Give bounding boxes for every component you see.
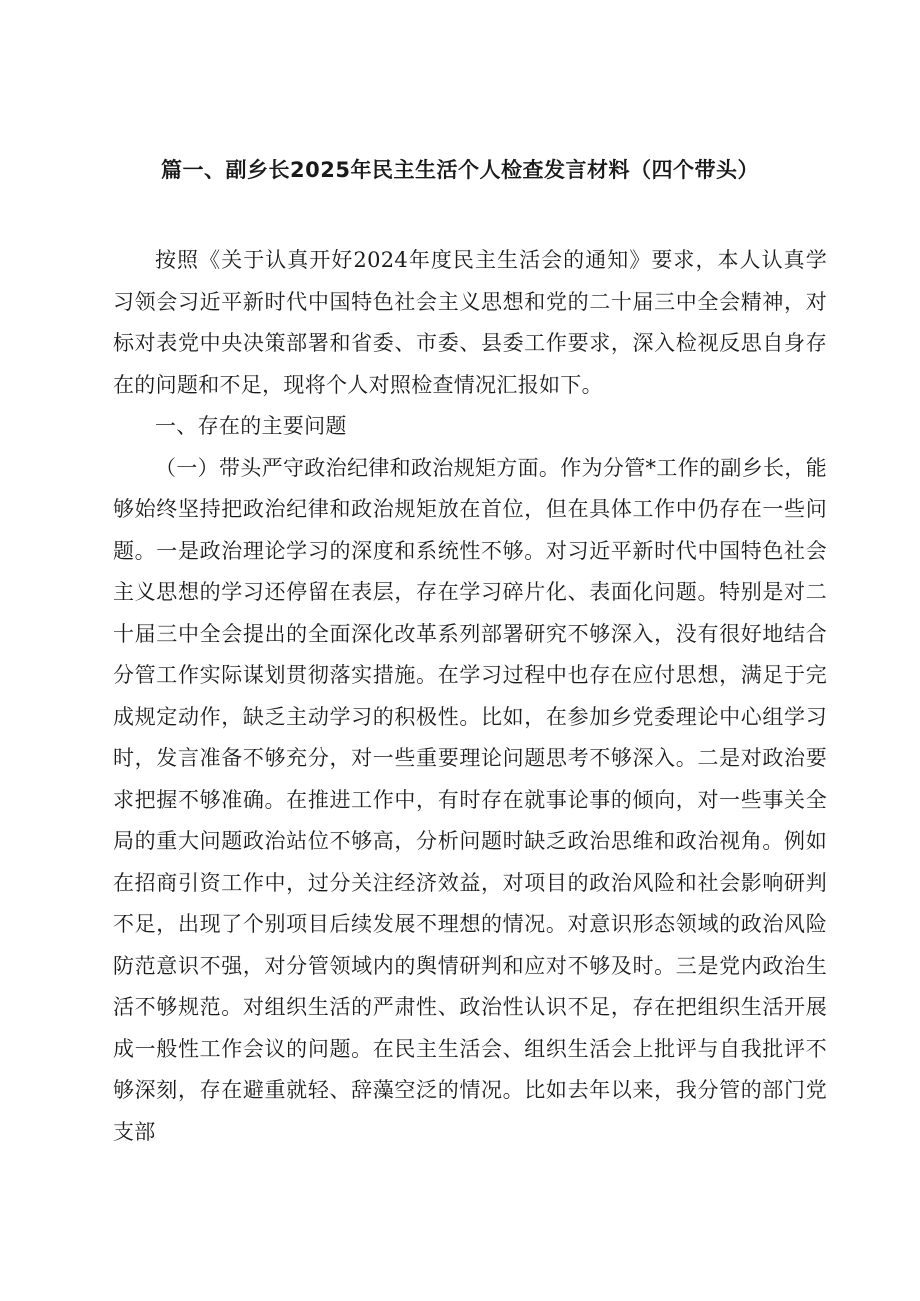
political-discipline-paragraph: （一）带头严守政治纪律和政治规矩方面。作为分管*工作的副乡长，能够始终坚持把政治纪律和政治规矩放在首位，但在具体工作中仍存在一些问题。一是政治理论学习的深度和系统性不够。对习近平新时代中国特色社会主义思想的学习还停留在表层，存在学习碎片化、表面化问题。特别是对二十届三中全会提出的全面深化改革系列部署研究不够深入，没有很好地结合分管工作实际谋划贯彻落实措施。在学习过程中也存在应付思想，满足于完成规定动作，缺乏主动学习的积极性。比如，在参加乡党委理论中心组学习时，发言准备不够充分，对一些重要理论问题思考不够深入。二是对政治要求把握不够准确。在推进工作中，有时存在就事论事的倾向，对一些事关全局的重大问题政治站位不够高，分析问题时缺乏政治思维和政治视角。例如在招商引资工作中，过分关注经济效益，对项目的政治风险和社会影响研判不足，出现了个别项目后续发展不理想的情况。对意识形态领域的政治风险防范意识不强，对分管领域内的舆情研判和应对不够及时。三是党内政治生活不够规范。对组织生活的严肃性、政治性认识不足，存在把组织生活开展成一般性工作会议的问题。在民主生活会、组织生活会上批评与自我批评不够深刻，存在避重就轻、辞藻空泛的情况。比如去年以来，我分管的部门党支部 [113, 455, 827, 1144]
document-title: 篇一、副乡长2025年民主生活个人检查发言材料（四个带头） [161, 158, 759, 182]
intro-paragraph: 按照《关于认真开好2024年度民主生活会的通知》要求，本人认真学习领会习近平新时代中国特色社会主义思想和党的二十届三中全会精神，对标对表党中央决策部署和省委、市委、县委工作要求，深入检视反思自身存在的问题和不足，现将个人对照检查情况汇报如下。 [113, 248, 827, 397]
document-body [113, 240, 827, 1153]
section-heading-problems: 一、存在的主要问题 [155, 414, 347, 438]
